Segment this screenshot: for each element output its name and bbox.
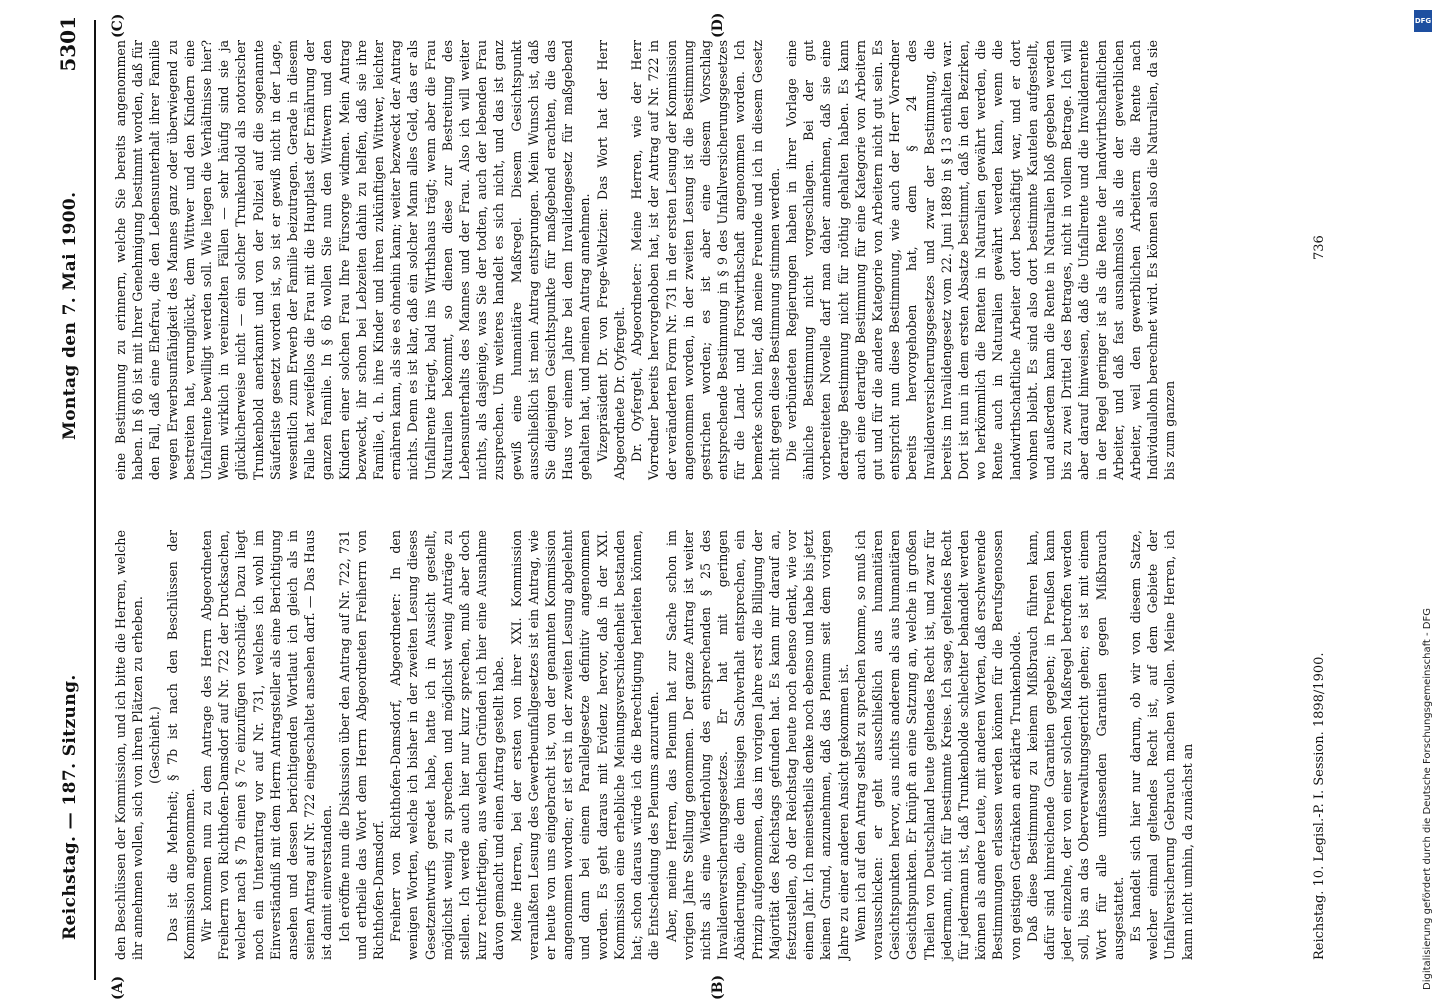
dfg-logo-icon: DFG [1414,10,1432,32]
left-paragraph: Ich eröffne nun die Diskussion über den Antrag auf Nr. 722, 731 und ertheile das Wort dem Herrn Abgeordneten Freiherrn von Richthofen-Damsdorf. [336,530,387,960]
left-paragraph: Das ist die Mehrheit; § 7b ist nach den Beschlüssen der Kommission angenommen. [164,530,197,960]
header-left [50,530,96,980]
footer-session-info: Reichstag. 10. Legisl.-P. I. Session. 1898/1900. [1312,652,1327,960]
footer-signature: 736 [1312,235,1327,260]
margin-marker-a: (A) [110,975,126,1000]
right-column [112,40,1179,480]
header-rule [94,20,96,980]
right-paragraph: Vizepräsident Dr. von Frege-Weltzien: Das Wort hat der Herr Abgeordnete Dr. Oyfergelt. [594,40,627,480]
left-paragraph: Wenn ich auf den Antrag selbst zu sprechen komme, so muß ich vorausschicken: er geht ausschließlich aus humanitären Gesichtspunkten hervor, aus nichts anderem als aus humanitären Gesichtspunkten. Er knüpft an eine Satzung an, welche in großen Theilen von Deutschland heute geltendes Recht ist, und zwar für jedermann, nicht für bestimmte Kreise. Ich sage, geltendes Recht für jedermann ist, daß Trunkenbolde schlechter behandelt werden können als andere Leute, mit anderen Worten, daß erschwerende Bestimmungen erlassen werden können für die Berufsgenossen von geistigen Getränken an erklärte Trunkenbolde. [852,530,1023,960]
margin-marker-b: (B) [710,974,726,1000]
right-paragraph: Die verbündeten Regierungen haben in ihrer Vorlage eine ähnliche Bestimmung nicht vorgeschlagen. Bei der gut vorbereiteten Novelle darf man daher annehmen, daß sie eine derartige Bestimmung nicht für nöthig gehalten haben. Es kann auch eine derartige Bestimmung für eine Kategorie von Arbeitern gut und für die andere Kategorie von Arbeitern nicht gut sein. Es entspricht nun diese Bestimmung, wie auch der Herr Vorredner bereits hervorgehoben hat, dem § 24 des Invalidenversicherungsgesetzes und zwar der Bestimmung, die bereits im Invalidengesetz vom 22. Juni 1889 in § 13 enthalten war. Dort ist nun in dem ersten Absatze bestimmt, daß in den Bezirken, wo herkömmlich die Renten in Naturalien gewährt werden, die Rente auch in Naturalien gewährt werden kann, wenn die landwirthschaftliche Arbeiter dort beschäftigt war, und er dort wohnen bleibt. Es sind also dort bestimmte Kautelen aufgestellt, und außerdem kann die Rente in Naturalien bloß gegeben werden bis zu zwei Drittel des Betrages, nicht in vollem Betrage. Ich will aber darauf hinweisen, daß die Unfallrente und die Invalidenrente in der Regel geringer ist als die Rente der landwirthschaftlichen Arbeiter, und daß fast ausnahmslos als die der gewerblichen Arbeiter, weil den gewerblichen Arbeitern die Rente nach Individuallohn berechnet wird. Es können also die Naturalien, da sie bis zum ganzen [783,40,1178,480]
right-paragraph: Dr. Oyfergelt, Abgeordneter: Meine Herren, wie der Herr Vorredner bereits hervorgehoben hat, ist der Antrag auf Nr. 722 in der veränderten Form Nr. 731 in der ersten Lesung der Kommission angenommen worden, in der zweiten Lesung ist die Bestimmung gestrichen worden; es ist aber eine diesem Vorschlag entsprechende Bestimmung in § 9 des Unfallversicherungsgesetzes für die Land- und Forstwirthschaft angenommen worden. Ich bemerke schon hier, daß meine Freunde und ich in diesem Gesetz nicht gegen diese Bestimmung stimmen werden. [629,40,782,480]
header-session-title: Reichstag. — 187. Sitzung. [60,674,80,940]
header-date: Montag den 7. Mai 1900. [60,191,80,440]
left-paragraph: Es handelt sich hier nur darum, ob wir von diesem Satze, welcher einmal geltendes Recht ist, auf dem Gebiete der Unfallversicherung Gebrauch machen wollen. Meine Herren, ich kann nicht umhin, da zunächst an [1127,530,1195,960]
margin-marker-d: (D) [710,12,726,38]
left-paragraph: Wir kommen nun zu dem Antrage des Herrn Abgeordneten Freiherrn von Richthofen-Damsdorf auf Nr. 722 der Drucksachen, welcher nach § 7b einen § 7c einzufügen vorschlägt. Dazu liegt noch ein Unterantrag vor auf Nr. 731, welches ich wohl im Einverständniß mit dem Herrn Antragsteller als eine Berichtigung ansehen und dessen berichtigenden Wortlaut ich gleich als in seinen Antrag auf Nr. 722 eingeschaltet ansehen darf. — Das Haus ist damit einverstanden. [199,530,335,960]
left-paragraph: Daß diese Bestimmung zu keinem Mißbrauch führen kann, dafür sind hinreichende Garantien gegeben; in Preußen kann jeder einzelne, der von einer solchen Maßregel betroffen werden soll, bis an das Oberverwaltungsgericht gehen; es ist mit einem Wort für alle umfassenden Garantien gegen Mißbrauch ausgestattet. [1024,530,1126,960]
left-column [112,530,1196,960]
left-paragraph: den Beschlüssen der Kommission, und ich bitte die Herren, welche ihr annehmen wollen, sich von ihren Plätzen zu erheben. [113,530,146,960]
page-number: 5301 [56,16,80,72]
right-paragraph: eine Bestimmung zu erinnern, welche Sie bereits angenommen haben. In § 6b ist mit Ihrer Genehmigung bestimmt worden, daß für den Fall, daß eine Ehefrau, die den Lebensunterhalt ihrer Familie wegen Erwerbsunfähigkeit des Mannes ganz oder überwiegend zu bestreiten hat, verunglückt, dem Wittwer und den Kindern eine Unfallrente bewilligt werden soll. Wie liegen die Verhältnisse hier? Wenn wirklich in vereinzelten Fällen — sehr häufig sind sie ja glücklicherweise nicht — ein solcher Trunkenbold als notorischer Trunkenbold anerkannt und von der Polizei auf die sogenannte Säuferliste gesetzt worden ist, so ist er gewiß nicht in der Lage, wesentlich zum Erwerb der Familie beizutragen. Gerade in diesem Falle hat zweifellos die Frau mit die Hauptlast der Ernährung der ganzen Familie. In § 6b wollen Sie nun den Wittwern und den Kindern einer solchen Frau Ihre Fürsorge widmen. Mein Antrag bezweckt, ihr schon bei Lebzeiten dahin zu helfen, daß sie ihre Familie, d. h. ihre Kinder und ihren zukünftigen Wittwer, leichter ernähren kann, als sie es ohnehin kann; weiter bezweckt der Antrag nichts. Denn es ist klar, daß ein solcher Mann alles Geld, das er als Unfallrente kriegt, bald ins Wirthshaus trägt; wenn aber die Frau Naturalien bekommt, so dienen diese zur Bestreitung des Lebensunterhalts des Mannes und der Frau. Also ich will weiter nichts, als dasjenige, was Sie der todten, auch der lebenden Frau zusprechen. Um weiteres handelt es sich nicht, und das ist ganz gewiß eine humanitäre Maßregel. Diesem Gesichtspunkt ausschließlich ist mein Antrag entsprungen. Mein Wunsch ist, daß Sie diejenigen Gesichtspunkte für maßgebend erachten, die das Haus vor einem Jahre bei dem Invalidengesetz für maßgebend gehalten hat, und meinen Antrag annehmen. [113,40,593,480]
digitization-notice [1410,10,1434,990]
left-paragraph: Meine Herren, bei der ersten von ihrer XXI. Kommission veranlaßten Lesung des Gewerbeunfallgesetzes ist ein Antrag, wie er heute von uns eingebracht ist, von der genannten Kommission angenommen worden; er ist erst in der zweiten Lesung abgelehnt und dann bei einem Parallelgesetze definitiv angenommen worden. Es geht daraus mit Evidenz hervor, daß in der XXI. Kommission eine erhebliche Meinungsverschiedenheit bestanden hat; schon daraus würde ich die Berechtigung herleiten können, die Entscheidung des Plenums anzurufen. [508,530,662,960]
left-paragraph: Freiherr von Richthofen-Damsdorf, Abgeordneter: In den wenigen Worten, welche ich bisher in der zweiten Lesung dieses Gesetzentwurfs geredet habe, hatte ich in Aussicht gestellt, möglichst wenig zu sprechen und möglichst wenig Anträge zu stellen. Ich werde auch hier nur kurz sprechen, muß aber doch kurz rechtfertigen, aus welchen Gründen ich hier eine Ausnahme davon gemacht und einen Antrag gestellt habe. [388,530,507,960]
margin-marker-c: (C) [110,13,126,38]
digitization-notice-text: Digitalisierung gefördert durch die Deutsche Forschungsgemeinschaft - DFG [1422,607,1433,990]
left-paragraph: Aber, meine Herren, das Plenum hat zur Sache schon im vorigen Jahre Stellung genommen. Der ganze Antrag ist weiter nichts als eine Wiederholung des entsprechenden § 25 des Invalidenversicherungsgesetzes. Er hat mit geringen Abänderungen, die dem hiesigen Sachverhalt entsprechen, ein Prinzip aufgenommen, das im vorigen Jahre erst die Billigung der Majorität des Reichstags gefunden hat. Es kann mir darauf an, festzustellen, ob der Reichstag heute noch ebenso denkt, wie vor einem Jahr. Ich meinestheils denke noch ebenso und habe bis jetzt keinen Grund, anzunehmen, daß das Plenum seit dem vorigen Jahre zu einer anderen Ansicht gekommen ist. [663,530,851,960]
rotated-page-content [50,0,1350,1000]
left-paragraph: (Geschieht.) [147,706,163,784]
header-right [50,10,96,480]
